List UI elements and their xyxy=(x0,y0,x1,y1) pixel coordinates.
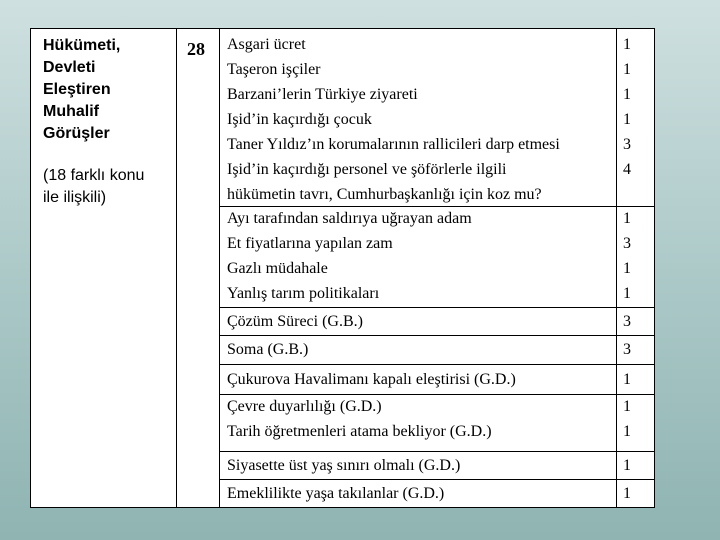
row-label: Çözüm Süreci (G.B.) xyxy=(227,313,363,330)
row-count: 1 xyxy=(623,457,631,474)
row-count: 1 xyxy=(623,371,631,388)
row-divider xyxy=(219,451,654,452)
row-label: Asgari ücret xyxy=(227,36,306,53)
row-label: Taner Yıldız’ın korumalarının rallicileri darp etmesi xyxy=(227,136,560,153)
row-count: 1 xyxy=(623,210,631,227)
issues-table xyxy=(30,28,655,508)
row-label: Işid’in kaçırdığı personel ve şöförlerle ilgili xyxy=(227,161,507,178)
row-count: 1 xyxy=(623,86,631,103)
row-label: Çukurova Havalimanı kapalı eleştirisi (G.D.) xyxy=(227,371,516,388)
row-label: Tarih öğretmenleri atama bekliyor (G.D.) xyxy=(227,423,492,440)
column-divider xyxy=(176,29,177,507)
row-label: Barzani’lerin Türkiye ziyareti xyxy=(227,86,418,103)
row-count: 1 xyxy=(623,398,631,415)
category-title: Hükümeti, Devleti Eleştiren Muhalif Görüşler xyxy=(43,37,121,142)
row-count: 1 xyxy=(623,423,631,440)
row-count: 3 xyxy=(623,313,631,330)
row-label: Yanlış tarım politikaları xyxy=(227,285,380,302)
row-count: 1 xyxy=(623,260,631,277)
row-label: Işid’in kaçırdığı çocuk xyxy=(227,111,372,128)
row-label: Siyasette üst yaş sınırı olmalı (G.D.) xyxy=(227,457,461,474)
row-divider xyxy=(219,394,654,395)
row-count: 1 xyxy=(623,111,631,128)
row-label: Soma (G.B.) xyxy=(227,341,309,358)
row-divider xyxy=(219,364,654,365)
row-count: 4 xyxy=(623,161,631,178)
row-divider xyxy=(219,479,654,480)
row-label: Ayı tarafından saldırıya uğrayan adam xyxy=(227,210,472,227)
category-note: (18 farklı konu ile ilişkili) xyxy=(43,167,145,206)
row-count: 3 xyxy=(623,341,631,358)
column-divider xyxy=(616,29,617,507)
row-count: 1 xyxy=(623,61,631,78)
row-label: Gazlı müdahale xyxy=(227,260,328,277)
row-count: 1 xyxy=(623,36,631,53)
row-divider xyxy=(219,206,654,207)
row-count: 1 xyxy=(623,485,631,502)
row-count: 3 xyxy=(623,136,631,153)
row-count: 3 xyxy=(623,235,631,252)
row-label: hükümetin tavrı, Cumhurbaşkanlığı için koz mu? xyxy=(227,186,542,203)
row-count: 1 xyxy=(623,285,631,302)
row-divider xyxy=(219,307,654,308)
row-divider xyxy=(219,335,654,336)
total-count: 28 xyxy=(187,39,205,59)
row-label: Taşeron işçiler xyxy=(227,61,321,78)
row-label: Emeklilikte yaşa takılanlar (G.D.) xyxy=(227,485,445,502)
column-divider xyxy=(219,29,220,507)
row-label: Çevre duyarlılığı (G.D.) xyxy=(227,398,382,415)
row-label: Et fiyatlarına yapılan zam xyxy=(227,235,393,252)
